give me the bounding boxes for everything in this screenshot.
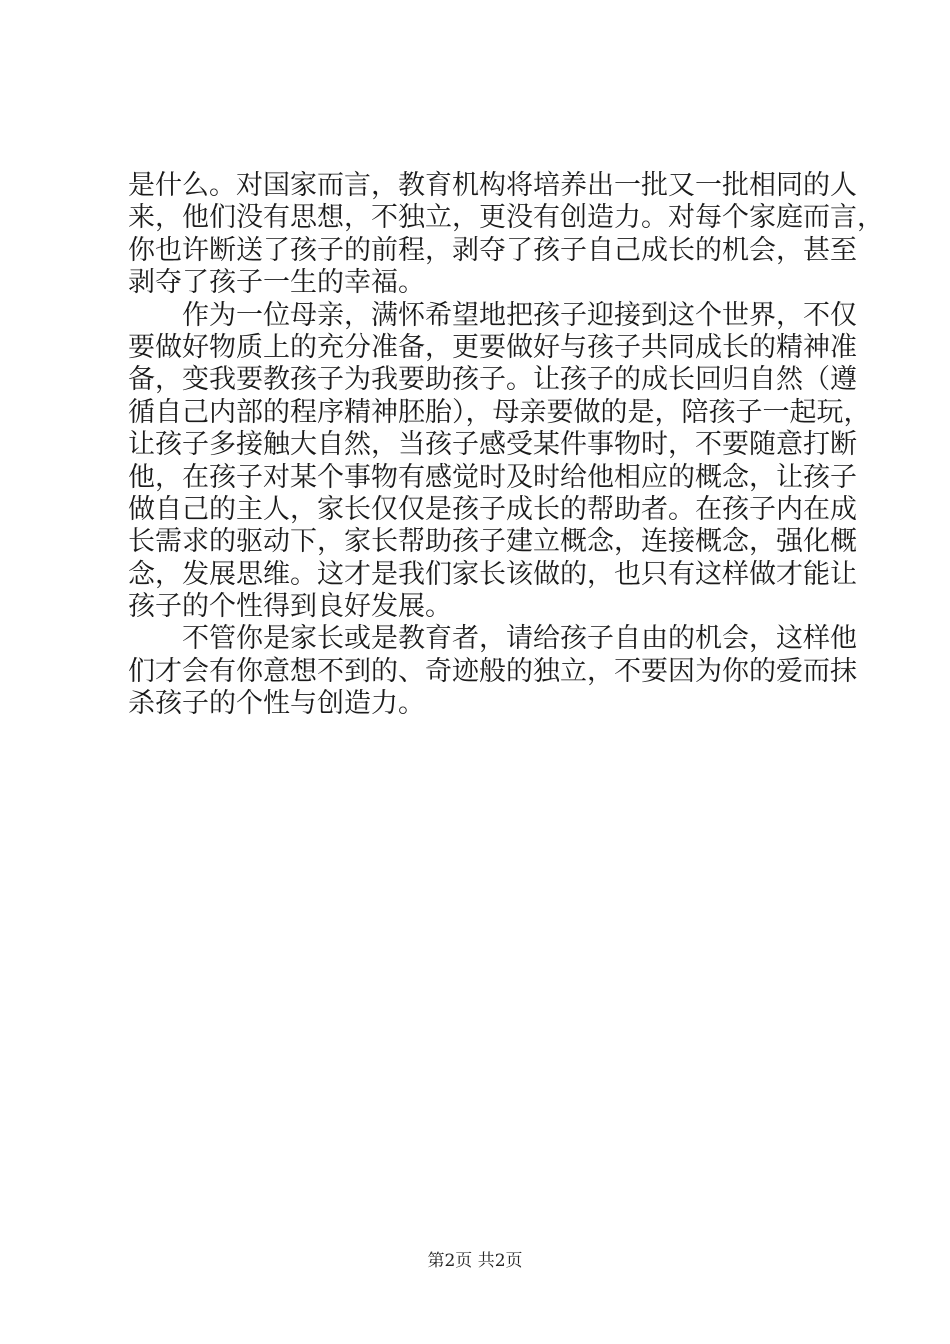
text-line: 要做好物质上的充分准备，更要做好与孩子共同成长的精神准 bbox=[128, 331, 857, 363]
page-number-footer: 第2页 共2页 bbox=[427, 1251, 523, 1271]
text-line: 杀孩子的个性与创造力。 bbox=[128, 688, 425, 720]
text-line: 孩子的个性得到良好发展。 bbox=[128, 591, 452, 623]
text-line: 来，他们没有思想，不独立，更没有创造力。对每个家庭而言， bbox=[128, 202, 884, 234]
text-line: 们才会有你意想不到的、奇迹般的独立，不要因为你的爱而抹 bbox=[128, 655, 857, 687]
paragraph bbox=[128, 623, 857, 720]
paragraph bbox=[128, 170, 884, 300]
text-line: 做自己的主人，家长仅仅是孩子成长的帮助者。在孩子内在成 bbox=[128, 493, 857, 525]
document-body bbox=[128, 170, 884, 721]
text-line: 是什么。对国家而言，教育机构将培养出一批又一批相同的人 bbox=[128, 170, 857, 201]
paragraph bbox=[128, 299, 871, 624]
text-line: 备，变我要教孩子为我要助孩子。让孩子的成长回归自然（遵 bbox=[128, 364, 857, 396]
text-line: 让孩子多接触大自然，当孩子感受某件事物时，不要随意打断 bbox=[128, 429, 857, 461]
text-line: 念，发展思维。这才是我们家长该做的，也只有这样做才能让 bbox=[128, 558, 857, 590]
text-line: 循自己内部的程序精神胚胎），母亲要做的是，陪孩子一起玩， bbox=[128, 396, 871, 428]
text-line: 作为一位母亲，满怀希望地把孩子迎接到这个世界，不仅 bbox=[182, 299, 857, 331]
text-line: 剥夺了孩子一生的幸福。 bbox=[128, 267, 425, 299]
text-line: 不管你是家长或是教育者，请给孩子自由的机会，这样他 bbox=[182, 623, 857, 655]
text-line: 他，在孩子对某个事物有感觉时及时给他相应的概念，让孩子 bbox=[128, 461, 857, 493]
text-line: 你也许断送了孩子的前程，剥夺了孩子自己成长的机会，甚至 bbox=[128, 234, 857, 266]
text-line: 长需求的驱动下，家长帮助孩子建立概念，连接概念，强化概 bbox=[128, 526, 857, 558]
